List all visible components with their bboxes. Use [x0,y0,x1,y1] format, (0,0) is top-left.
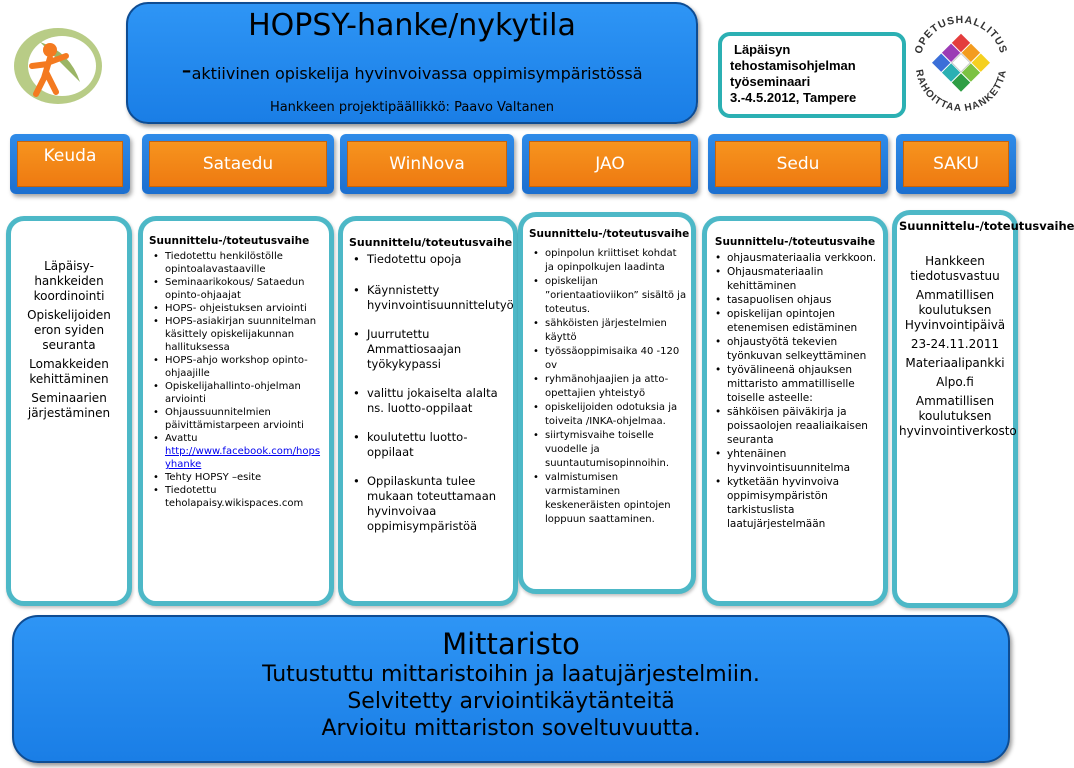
saku-item: 23-24.11.2011 [910,337,1000,351]
sedu-item: • Ohjausmateriaalin kehittäminen [711,265,879,293]
sataedu-item: • Seminaarikokous/ Sataedun opinto-ohjaajat [149,276,325,302]
jao-list [529,247,687,527]
winnova-item: • Juurrutettu Ammattiosaajan työkykypassi [349,327,509,372]
sataedu-item: • Opiskelijahallinto-ohjelman arviointi [149,380,325,406]
jao-heading: Suunnittelu-/toteutusvaihe [529,228,690,240]
tab-winnova-label: WinNova [347,141,507,187]
saku-item: Ammatillisen koulutuksen Hyvinvointipäivä [904,288,1006,332]
jao-item: • sähköisten järjestelmien käyttö [529,317,687,345]
winnova-item: • Käynnistetty hyvinvointisuunnittelutyö [349,283,509,313]
sataedu-item: • Ohjaussuunnitelmien päivittämistarpeen arviointi [149,406,325,432]
winnova-heading: Suunnittelu/toteutusvaihe [349,236,513,249]
jao-item: • työssäoppimisaika 40 -120 ov [529,345,687,373]
keuda-item: Opiskelijoiden eron syiden seuranta [27,308,111,352]
opetushallitus-logo [906,6,1016,116]
jao-item: • opiskelijoiden odotuksia ja toiveita /INKA-ohjelmaa. [529,401,687,429]
sataedu-item: • Tiedotettu henkilöstölle opintoalavastaaville [149,250,325,276]
column-keuda [6,216,132,606]
saku-item: Ammatillisen koulutuksen hyvinvointiverkosto [899,394,1017,438]
column-winnova [338,216,518,606]
winnova-item: • valittu jokaiselta alalta ns. luotto-oppilaat [349,386,509,416]
tab-winnova[interactable] [340,134,514,194]
seminar-line-3: työseminaari [730,74,811,89]
jao-item: • ryhmänohjaajien ja atto-opettajien yhteistyö [529,373,687,401]
sataedu-heading: Suunnittelu-/toteutusvaihe [149,235,310,247]
sedu-item: • sähköisen päiväkirja ja poissaolojen reaaliaikaisen seuranta [711,405,879,447]
sedu-item: • ohjaustyötä tekevien työnkuvan selkeyttäminen [711,335,879,363]
saku-heading: Suunnittelu-/toteutusvaihe [899,219,1074,233]
tab-keuda[interactable] [10,134,130,194]
saku-item: Materiaalipankki [905,356,1005,370]
sedu-item: • ohjausmateriaalia verkkoon. [711,251,879,265]
column-jao [518,212,696,594]
sataedu-item: • Tiedotettu teholapaisy.wikispaces.com [149,484,325,510]
sataedu-avattu-text: Avattu [165,433,198,444]
sataedu-item: • HOPS- ohjeistuksen arviointi [149,302,325,315]
sataedu-list [149,250,325,510]
mittaristo-line: Selvitetty arviointikäytänteitä [347,689,675,714]
keuda-item: Läpäisy-hankkeiden koordinointi [33,259,105,303]
tab-keuda-label: Keuda [17,141,123,187]
facebook-link[interactable]: http://www.facebook.com/hopsyhanke [165,446,321,470]
sedu-item: • työvälineenä ohjauksen mittaristo ammatilliselle toiselle asteelle: [711,363,879,405]
seminar-line-2: tehostamisohjelman [730,58,856,73]
mittaristo-line: Tutustuttu mittaristoihin ja laatujärjestelmiin. [262,662,760,687]
jao-item: • opiskelijan ”orientaatioviikon” sisältö ja toteutus. [529,275,687,317]
jao-item: • siirtymisvaihe toiselle vuodelle ja suuntautumisopinnoihin. [529,429,687,471]
tab-saku-label: SAKU [903,141,1009,187]
winnova-item: • koulutettu luotto-oppilaat [349,430,509,460]
jao-item: • opinpolun kriittiset kohdat ja opinpolkujen laadinta [529,247,687,275]
saku-item: Alpo.fi [936,375,974,389]
saku-item: Hankkeen tiedotusvastuu [910,254,1000,283]
sedu-list [711,251,879,531]
winnova-item: • Oppilaskunta tulee mukaan toteuttamaan hyvinvoivaa oppimisympäristöä [349,474,509,534]
tab-sataedu-label: Sataedu [149,141,327,187]
tab-sataedu[interactable] [142,134,334,194]
tab-sedu[interactable] [708,134,888,194]
sataedu-item: • Tehty HOPSY –esite [149,471,325,484]
subtitle-text: aktiivinen opiskelija hyvinvoivassa oppimisympäristössä [191,64,643,83]
column-sedu [702,216,888,606]
winnova-item: • Tiedotettu opoja [349,252,509,267]
keuda-item: Seminaarien järjestäminen [27,391,111,420]
sedu-item: • tasapuolisen ohjaus [711,293,879,307]
column-sataedu [138,216,334,606]
tab-saku[interactable] [896,134,1016,194]
tab-sedu-label: Sedu [715,141,881,187]
page-title: HOPSY-hanke/nykytila [248,8,576,43]
mittaristo-title: Mittaristo [442,627,580,661]
winnova-list [349,252,514,534]
logo-text-top: OPETUSHALLITUS [912,13,1010,56]
sedu-heading: Suunnittelu-/toteutusvaihe [714,236,876,248]
sedu-item: • opiskelijan opintojen etenemisen edistäminen [711,307,879,335]
seminar-line-1: Läpäisyn [734,42,791,57]
seminar-line-4: 3.-4.5.2012, Tampere [730,90,857,105]
sataedu-item: • HOPS-ahjo workshop opinto-ohjaajille [149,354,325,380]
column-saku [892,210,1074,608]
tab-jao[interactable] [522,134,698,194]
subtitle-dash: - [181,53,192,86]
page-subtitle [128,53,696,86]
sedu-item: • yhtenäinen hyvinvointisuunnitelma [711,447,879,475]
sedu-item: • kytketään hyvinvoiva oppimisympäristön tarkistuslista laatujärjestelmään [711,475,879,531]
sataedu-item: • HOPS-asiakirjan suunnitelman käsittely opiskelijakunnan hallituksessa [149,315,325,354]
jao-item: • valmistumisen varmistaminen keskeneräisten opintojen loppuun saattaminen. [529,471,687,527]
project-manager: Hankkeen projektipäällikkö: Paavo Valtanen [269,100,555,115]
seminar-info-box [718,32,906,118]
tab-jao-label: JAO [529,141,691,187]
keuda-item: Lomakkeiden kehittäminen [29,357,109,386]
logo-text-bottom: RAHOITTAA HANKETTA [913,68,1009,115]
hopsy-logo [10,22,105,107]
sataedu-item-avattu [149,432,325,471]
mittaristo-panel [12,615,1010,763]
mittaristo-line: Arvioitu mittariston soveltuvuutta. [321,716,701,741]
title-panel [126,2,698,124]
